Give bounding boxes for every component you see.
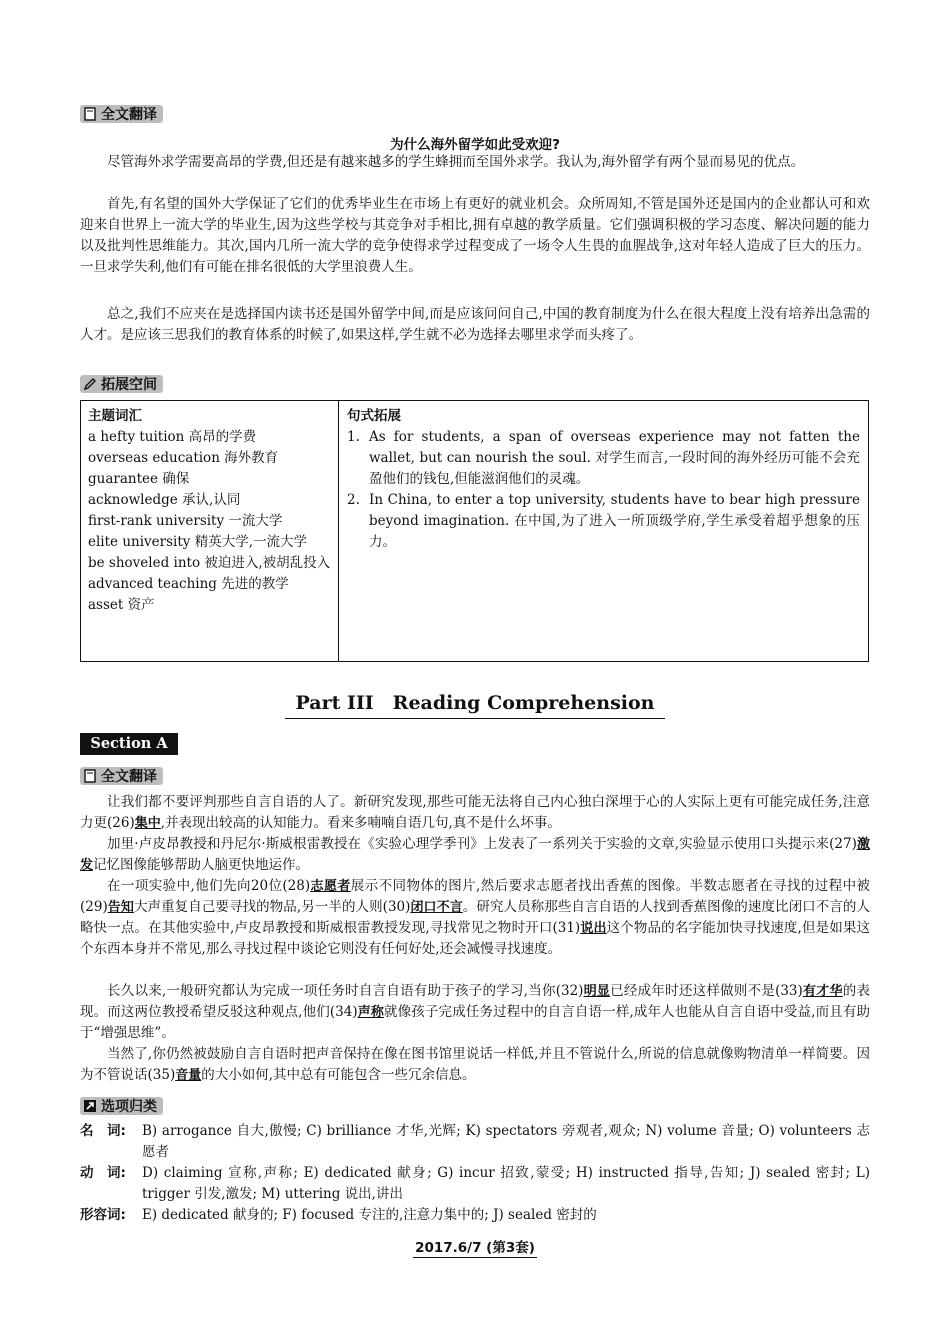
options-row-value: D) claiming 宣称,声称; E) dedicated 献身; G) incur 招致,蒙受; H) instructed 指导,告知; J) sealed 密封; L) trigger 引发,激发; M) uttering 说出,讲出	[142, 1165, 870, 1202]
text: 当然了,你仍然被鼓励自言自语时把声音保持在像在图书馆里说话一样低,并且不管说什么,所说的信息就像购物清单一样简要。因为不管说话(35)	[80, 1046, 870, 1083]
options-tag-label: 选项归类	[101, 1099, 157, 1115]
paragraph: 总之,我们不应夹在是选择国内读书还是国外留学中间,而是应该问问自己,中国的教育制度为什么在很大程度上没有培养出急需的人才。是应该三思我们的教育体系的时候了,如果这样,学生就不必为选择去哪里求学而头疼了。	[80, 306, 870, 343]
sentence-text: In China, to enter a top university, students have to bear high pressure beyond imagination. 在中国,为了进入一所顶级学府,学生承受着超乎想象的压力。	[369, 492, 860, 550]
translation-tag-label: 全文翻译	[101, 769, 157, 785]
text: 让我们都不要评判那些自言自语的人了。新研究发现,那些可能无法将自己内心独白深埋于心的人实际上更有可能完成任务,注意力更(26)	[80, 794, 870, 831]
answer: 音量	[175, 1068, 202, 1083]
translation-tag-label: 全文翻译	[101, 107, 157, 123]
document-icon	[83, 107, 97, 121]
paragraph	[80, 1044, 870, 1086]
text: 的表现。而这两位教授希望反驳这种观点,他们(34)	[80, 983, 870, 1020]
options-row-label: 名 词:	[80, 1123, 126, 1139]
text: 加里·卢皮昂教授和丹尼尔·斯威根雷教授在《实验心理学季刊》上发表了一系列关于实验的文章,实验显示使用口头提示来(27)	[107, 836, 857, 852]
answer: 志愿者	[310, 879, 351, 894]
page-footer	[0, 1236, 950, 1256]
options-row-label: 动 词:	[80, 1165, 126, 1181]
expansion-box	[80, 400, 869, 662]
text: 的大小如何,其中总有可能包含一些冗余信息。	[201, 1067, 476, 1083]
paragraph: 首先,有名望的国外大学保证了它们的优秀毕业生在市场上有更好的就业机会。众所周知,不管是国外还是国内的企业都认可和欢迎来自世界上一流大学的毕业生,因为这些学校与其竞争对手相比,拥有卓越的教学质量。它们强调积极的学习态度、解决问题的能力以及批判性思维能力。其次,国内几所一流大学的竞争使得求学过程变成了一场令人生畏的血腥战争,这对年轻人造成了巨大的压力。一旦求学失利,他们有可能在排名很低的大学里浪费人生。	[80, 196, 870, 275]
paragraph	[80, 876, 870, 960]
vocab-item: advanced teaching 先进的教学	[88, 576, 289, 592]
answer: 告知	[107, 900, 134, 915]
answer: 激发	[80, 837, 870, 873]
text: 长久以来,一般研究都认为完成一项任务时自言自语有助于孩子的学习,当你(32)	[107, 983, 584, 999]
sentence-item	[347, 427, 860, 490]
options-row-value: E) dedicated 献身的; F) focused 专注的,注意力集中的; J) sealed 密封的	[142, 1207, 597, 1223]
section-a-label: Section A	[80, 733, 178, 755]
pencil-icon	[83, 377, 97, 391]
vocab-item: guarantee 确保	[88, 471, 190, 487]
answer: 声称	[357, 1005, 385, 1020]
expansion-tag	[80, 375, 163, 393]
text: 。研究人员称那些自言自语的人找到香蕉图像的速度比闭口不言的人略快一点。在其他实验中,卢皮昂教授和斯威根雷教授发现,寻找常见之物时开口(31)	[80, 899, 870, 936]
vocab-item: elite university 精英大学,一流大学	[88, 534, 307, 550]
arrow-icon	[83, 1099, 97, 1113]
footer-text: 2017.6/7 (第3套)	[415, 1240, 535, 1256]
options-row	[80, 1163, 870, 1205]
paragraph	[80, 834, 870, 876]
paragraph	[80, 981, 870, 1044]
options-row-label: 形容词:	[80, 1207, 126, 1223]
vocab-item: acknowledge 承认,认同	[88, 492, 241, 508]
vocab-column	[81, 401, 339, 661]
text: 在一项实验中,他们先向20位(28)	[107, 878, 311, 894]
text: 这个物品的名字能加快寻找速度,但是如果这个东西本身并不常见,那么寻找过程中谈论它则没有任何好处,还会减慢寻找速度。	[80, 920, 871, 957]
text: 记忆图像能够帮助人脑更快地运作。	[93, 857, 310, 873]
vocab-item: overseas education 海外教育	[88, 450, 279, 466]
paragraph	[80, 792, 870, 834]
text: 大声重复自己要寻找的物品,另一半的人则(30)	[133, 899, 411, 915]
document-icon	[83, 769, 97, 783]
answer: 集中	[134, 816, 161, 831]
sentence-number: 1.	[347, 429, 360, 445]
answer: 有才华	[802, 984, 843, 999]
expansion-tag-label: 拓展空间	[101, 377, 157, 393]
answer: 说出	[580, 921, 607, 936]
vocab-item: asset 资产	[88, 597, 155, 613]
text: 就像孩子完成任务过程中的自言自语一样,成年人也能从自言自语中受益,而且有助于“增强思维”。	[80, 1004, 870, 1041]
translation-tag	[80, 105, 163, 123]
part-title: Part III Reading Comprehension	[285, 688, 665, 719]
options-row	[80, 1205, 870, 1226]
sentence-text: As for students, a span of overseas experience may not fatten the wallet, but can nourish the soul. 对学生而言,一段时间的海外经历可能不会充盈他们的钱包,但能滋润他们的灵魂。	[369, 429, 860, 487]
sentence-header: 句式拓展	[347, 408, 401, 424]
article-title: 为什么海外留学如此受欢迎?	[390, 137, 560, 153]
text: 展示不同物体的图片,然后要求志愿者找出香蕉的图像。半数志愿者在寻找的过程中被(29)	[80, 878, 870, 915]
sentence-item	[347, 490, 860, 553]
vocab-item: a hefty tuition 高昂的学费	[88, 429, 257, 445]
options-tag	[80, 1097, 163, 1115]
options-row	[80, 1121, 870, 1163]
answer: 明显	[583, 984, 611, 999]
vocab-header: 主题词汇	[88, 408, 142, 424]
translation-tag	[80, 767, 163, 785]
paragraph: 尽管海外求学需要高昂的学费,但还是有越来越多的学生蜂拥而至国外求学。我认为,海外留学有两个显而易见的优点。	[107, 154, 805, 170]
answer: 闭口不言	[410, 900, 463, 915]
vocab-item: be shoveled into 被迫进入,被胡乱投入	[88, 555, 331, 571]
sentence-number: 2.	[347, 492, 360, 508]
sentence-column	[339, 401, 868, 666]
text: ,并表现出较高的认知能力。看来多喃喃自语几句,真不是什么坏事。	[160, 815, 561, 831]
text: 已经成年时还这样做则不是(33)	[610, 983, 803, 999]
options-row-value: B) arrogance 自大,傲慢; C) brilliance 才华,光辉; K) spectators 旁观者,观众; N) volume 音量; O) volunteers 志愿者	[142, 1123, 870, 1160]
vocab-item: first-rank university 一流大学	[88, 513, 283, 529]
